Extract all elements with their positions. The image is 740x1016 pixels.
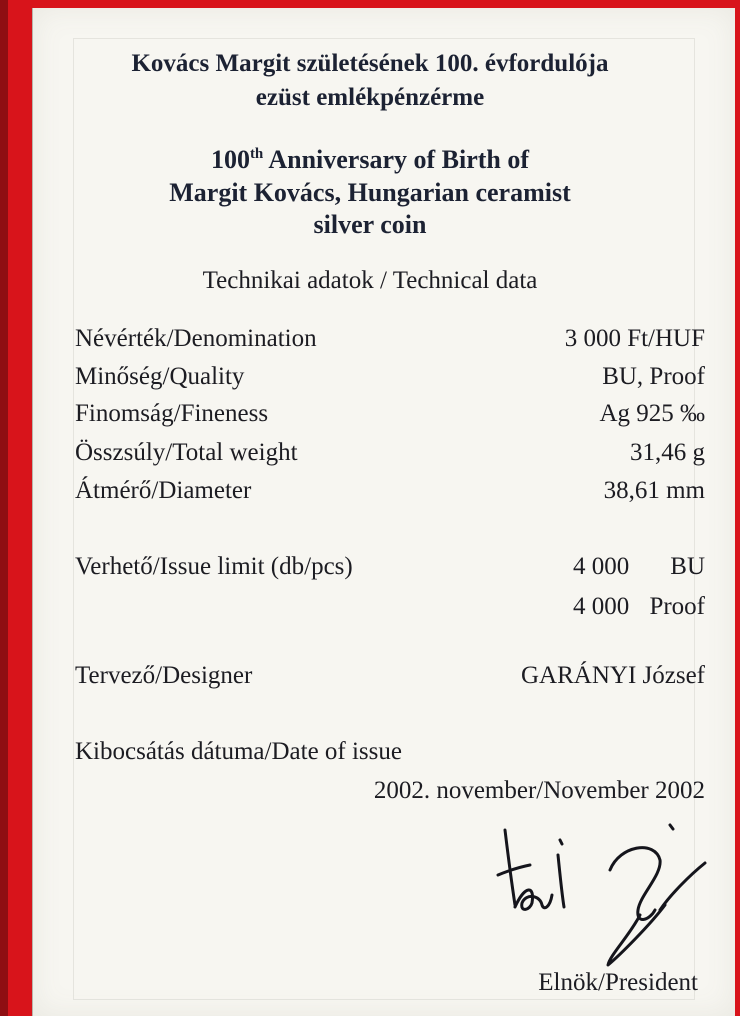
spec-row-issue-limit-proof: [75, 590, 705, 624]
fineness-label: Finomság/Fineness: [75, 400, 269, 427]
spec-row-diameter: [75, 474, 705, 508]
issue-limit-proof-label: Proof: [649, 593, 705, 620]
title-hungarian-line1: Kovács Margit születésének 100. évfordulója: [131, 50, 609, 77]
issue-limit-bu-qty: 4 000: [573, 553, 630, 580]
spec-row-designer: [75, 659, 705, 693]
technical-data-heading: Technikai adatok / Technical data: [202, 267, 538, 294]
fineness-value: Ag 925 ‰: [599, 400, 705, 427]
title-english-line3: silver coin: [313, 210, 427, 239]
issue-limit-bu-label: BU: [670, 553, 705, 580]
date-of-issue-value: 2002. november/November 2002: [373, 777, 705, 804]
title-english-line1: [0, 145, 740, 175]
weight-value: 31,46 g: [630, 439, 705, 466]
issue-limit-proof-qty: 4 000: [573, 593, 630, 620]
spec-row-fineness: [75, 397, 705, 431]
spec-row-denomination: [75, 322, 705, 356]
denomination-value: 3 000 Ft/HUF: [564, 325, 705, 352]
spec-row-quality: [75, 360, 705, 394]
title-hungarian-line2: ezüst emlékpénzérme: [255, 84, 485, 111]
president-signature: [490, 815, 720, 975]
designer-value: GARÁNYI József: [521, 662, 705, 689]
quality-value: BU, Proof: [602, 363, 705, 390]
issue-limit-label: Verhető/Issue limit (db/pcs): [75, 553, 353, 580]
diameter-value: 38,61 mm: [603, 477, 705, 504]
spec-row-weight: [75, 436, 705, 470]
designer-label: Tervező/Designer: [75, 662, 253, 689]
quality-label: Minőség/Quality: [75, 363, 245, 390]
title-english-line1-text: Anniversary of Birth of: [263, 145, 530, 174]
weight-label: Összsúly/Total weight: [75, 439, 298, 466]
title-number: 100: [210, 145, 250, 174]
issue-limit-bu: [573, 550, 705, 584]
denomination-label: Névérték/Denomination: [75, 325, 317, 352]
date-of-issue-label: Kibocsátás dátuma/Date of issue: [75, 738, 402, 765]
diameter-label: Átmérő/Diameter: [75, 477, 252, 504]
title-english-line2: Margit Kovács, Hungarian ceramist: [169, 178, 571, 207]
issue-limit-proof: [573, 590, 705, 624]
president-label: Elnök/President: [538, 969, 698, 996]
title-ordinal-suffix: th: [249, 146, 264, 162]
spec-row-issue-limit: [75, 550, 705, 584]
